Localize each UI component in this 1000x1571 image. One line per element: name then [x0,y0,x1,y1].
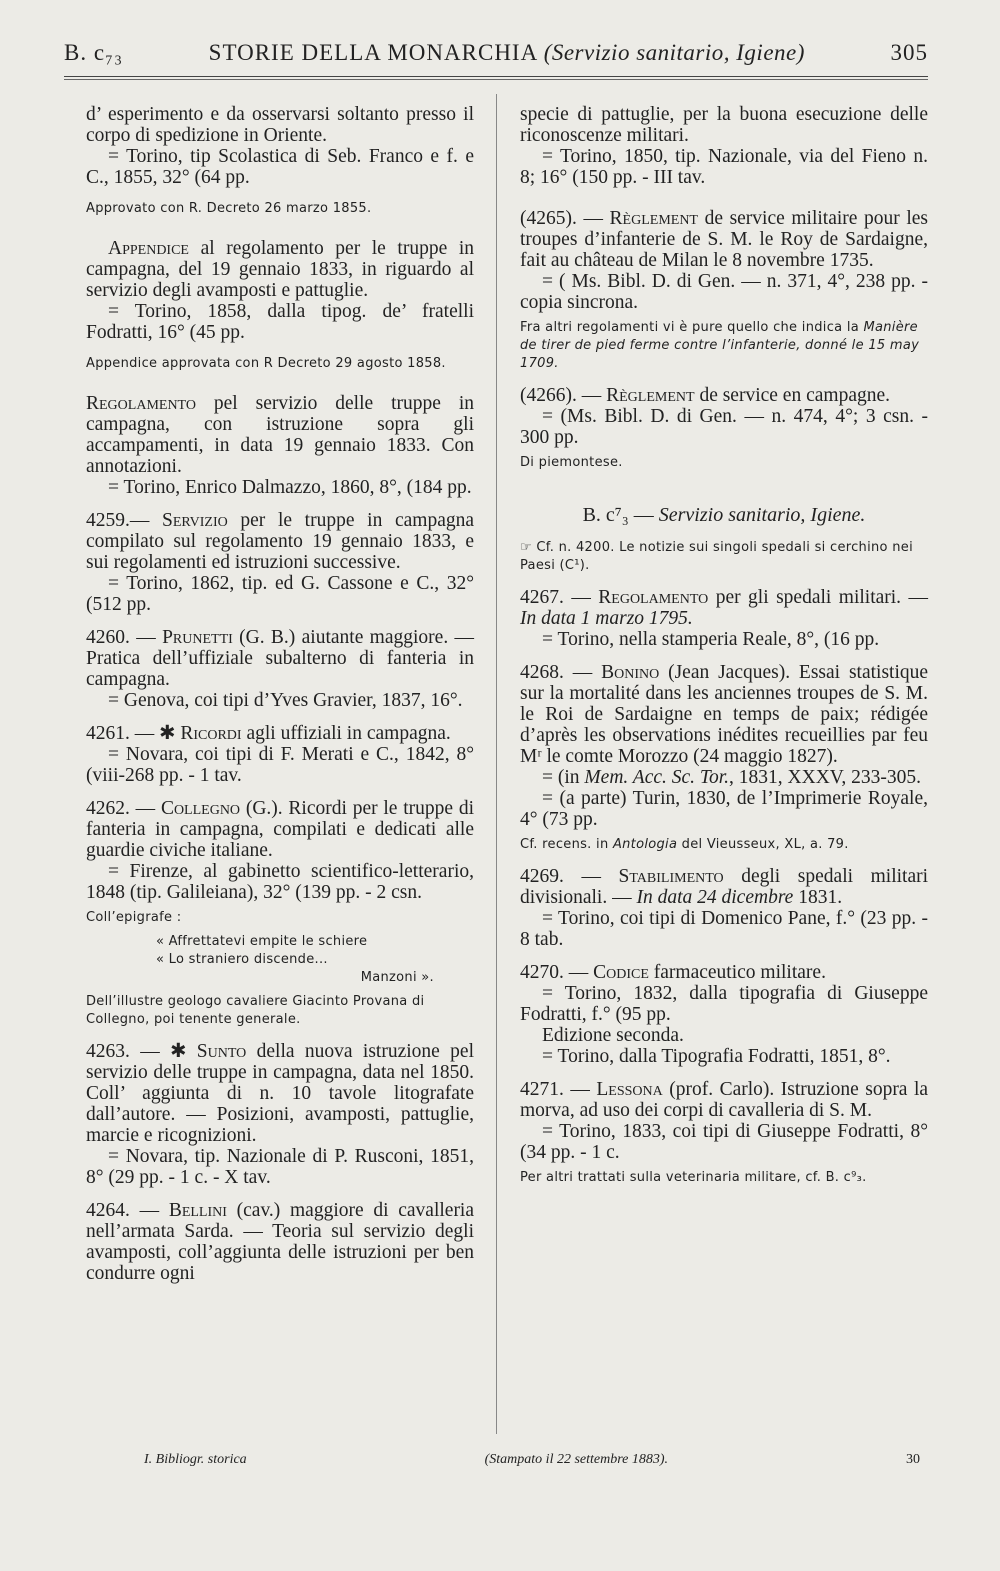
running-header [64,40,928,74]
left-note-1: Approvato con R. Decreto 26 marzo 1855. [86,201,372,216]
header-section: B. c₇₃ [64,40,124,65]
entry-4269: 4269. — Stabilimento degli spedali militari divisionali. — In data 24 dicembre 1831. [520,866,929,908]
left-note-2: Appendice approvata con R Decreto 29 agosto 1858. [86,356,446,371]
left-column [64,94,496,1284]
entry-4266-pub: = (Ms. Bibl. D. di Gen. — n. 474, 4°; 3 csn. - 300 pp. [520,406,928,448]
entry-4264: 4264. — Bellini (cav.) maggiore di cavalleria nell’armata Sarda. — Teoria sul servizio degli avamposti, coll’aggiunta delle istruzioni per ben condurre ogni [86,1200,475,1284]
left-note-3: Coll’epigrafe : [86,910,182,925]
entry-4260-pub: = Genova, coi tipi d’Yves Gravier, 1837, 16°. [108,690,463,711]
entry-4265: (4265). — Règlement de service militaire pour les troupes d’infanterie de S. M. le Roy de Sardaigne, fait au château de Milan le 8 novembre 1735. [520,208,929,271]
entry-4271-pub: = Torino, 1833, coi tipi di Giuseppe Fodratti, 8° (34 pp. - 1 c. [520,1121,928,1163]
entry-4262: 4262. — Collegno (G.). Ricordi per le truppe di fanteria in campagna, compilati e dedicati alle guardie civiche italiane. [86,798,474,861]
entry-4270-edition: Edizione seconda. [542,1025,684,1046]
footer-print-date: (Stampato il 22 settembre 1883). [484,1452,669,1467]
entry-4271: 4271. — Lessona (prof. Carlo). Istruzione sopra la morva, ad uso dei corpi di cavalleria di S. M. [520,1079,929,1121]
entry-4262-pub: = Firenze, al gabinetto scientifico-letterario, 1848 (tip. Galileiana), 32° (139 pp. - 2 csn. [86,861,474,903]
left-note-4: Dell’illustre geologo cavaliere Giacinto Provana di Collegno, poi tenente generale. [86,994,425,1027]
entry-4259-pub: = Torino, 1862, tip. ed G. Cassone e C., 32° (512 pp. [86,573,474,615]
column-divider [496,94,497,1434]
right-note-1: Fra altri regolamenti vi è pure quello che indica la Manière de tirer de pied ferme contre l’infanterie, donné le 15 may 1709. [520,320,920,371]
entry-4261: 4261. — ✱ Ricordi agli uffiziali in campagna. [86,723,451,744]
epigraph-line-1: « Affrettatevi empite le schiere [156,934,368,949]
header-title: STORIE DELLA MONARCHIA (Servizio sanitario, Igiene) [208,40,805,65]
right-p1: specie di pattuglie, per la buona esecuzione delle riconoscenze militari. [520,104,928,146]
header-rule [64,76,928,77]
signature-mark: 30 [905,1452,920,1467]
epigraph-line-2: « Lo straniero discende... [156,952,328,967]
entry-4266: (4266). — Règlement de service en campagne. [520,385,891,406]
page-number: 305 [890,40,928,65]
right-note-2: Di piemontese. [520,455,623,470]
entry-4260: 4260. — Prunetti (G. B.) aiutante maggiore. — Pratica dell’uffiziale subalterno di fanteria in campagna. [86,627,475,690]
entry-4270-pub: = Torino, 1832, dalla tipografia di Giuseppe Fodratti, f.° (95 pp. [520,983,928,1025]
right-note-5: Per altri trattati sulla veterinaria militare, cf. B. c⁹₃. [520,1170,867,1185]
entry-4268: 4268. — Bonino (Jean Jacques). Essai statistique sur la mortalité dans les anciennes troupes de S. M. le Roi de Sardaigne en temps de paix; rédigée d’après les observations inédites recueillies par feu Mʳ le comte Morozzo (24 maggio 1827). [520,662,929,767]
right-note-4: Cf. recens. in Antologia del Vieusseux, XL, a. 79. [520,837,849,852]
entry-4261-pub: = Novara, coi tipi di F. Merati e C., 1842, 8° (viii-268 pp. - 1 tav. [86,744,474,786]
left-appendice-pub: = Torino, 1858, dalla tipog. de’ fratelli Fodratti, 16° (45 pp. [86,301,474,343]
entry-4269-pub: = Torino, coi tipi di Domenico Pane, f.° (23 pp. - 8 tab. [520,908,928,950]
entry-4267-pub: = Torino, nella stamperia Reale, 8°, (16 pp. [542,629,880,650]
columns [64,94,928,1284]
entry-4267: 4267. — Regolamento per gli spedali militari. — In data 1 marzo 1795. [520,587,929,629]
epigraph-author: Manzoni ». [360,970,434,985]
left-p1b: = Torino, tip Scolastica di Seb. Franco e f. e C., 1855, 32° (64 pp. [86,146,474,188]
left-regolamento-pub: = Torino, Enrico Dalmazzo, 1860, 8°, (184 pp. [108,477,472,498]
pointing-hand-icon: ☞ [520,540,532,555]
entry-4268-pub-2: = (a parte) Turin, 1830, de l’Imprimerie Royale, 4° (73 pp. [520,788,928,830]
entry-4263-pub: = Novara, tip. Nazionale di P. Rusconi, 1851, 8° (29 pp. - 1 c. - X tav. [86,1146,474,1188]
footer [144,1452,920,1468]
entry-4270-pub-2: = Torino, dalla Tipografia Fodratti, 1851, 8°. [542,1046,891,1067]
header-rule-2 [64,79,928,80]
left-appendice: Appendice al regolamento per le truppe in campagna, del 19 gennaio 1833, in riguardo al servizio degli avamposti e pattuglie. [86,238,474,301]
right-note-3: ☞ Cf. n. 4200. Le notizie sui singoli spedali si cerchino nei Paesi (C¹). [520,540,913,573]
right-p1b: = Torino, 1850, tip. Nazionale, via del Fieno n. 8; 16° (150 pp. - III tav. [520,146,928,188]
entry-4259: 4259.— Servizio per le truppe in campagna compilato sul regolamento 19 gennaio 1833, e sui regolamenti ed istruzioni successive. [86,510,475,573]
entry-4263: 4263. — ✱ Sunto della nuova istruzione pel servizio delle truppe in campagna, data nel 1850. Coll’ aggiunta di n. 10 tavole litografate dall’autore. — Posizioni, avamposti, pattuglie, marcie e ricognizioni. [86,1041,474,1146]
left-p1: d’ esperimento e da osservarsi soltanto presso il corpo di spedizione in Oriente. [86,104,474,146]
right-column [496,94,928,1284]
entry-4265-pub: = ( Ms. Bibl. D. di Gen. — n. 371, 4°, 238 pp. - copia sincrona. [520,271,928,313]
left-regolamento: Regolamento pel servizio delle truppe in campagna, con istruzione sopra gli accampamenti, in data 19 gennaio 1833. Con annotazioni. [86,393,474,477]
entry-4270: 4270. — Codice farmaceutico militare. [520,962,826,983]
section-heading: B. c⁷₃ — Servizio sanitario, Igiene. [582,504,866,526]
footer-left: I. Bibliogr. storica [144,1452,247,1467]
entry-4268-pub-1: = (in Mem. Acc. Sc. Tor., 1831, XXXV, 233-305. [542,767,921,788]
